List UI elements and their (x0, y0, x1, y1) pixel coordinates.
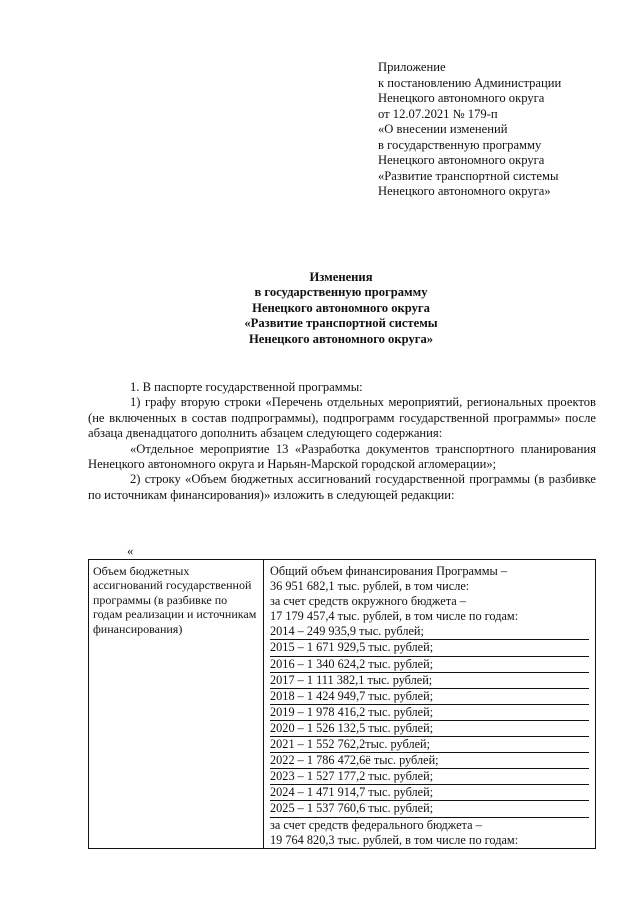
finance-line: 36 951 682,1 тыс. рублей, в том числе: (270, 579, 470, 594)
finance-year-line: 2022 – 1 786 472,6ё тыс. рублей; (270, 753, 589, 769)
appendix-line: «О внесении изменений (378, 122, 508, 136)
appendix-line: в государственную программу (378, 137, 542, 152)
body-text (88, 380, 596, 503)
finance-line: за счет средств федерального бюджета – (270, 817, 482, 832)
finance-year-line: 2018 – 1 424 949,7 тыс. рублей; (270, 689, 589, 705)
title-line: в государственную программу (254, 285, 428, 300)
finance-year-line: 2021 – 1 552 762,2тыс. рублей; (270, 737, 589, 753)
appendix-line: к постановлению Администрации (378, 75, 562, 90)
finance-year-line: 2023 – 1 527 177,2 тыс. рублей; (270, 769, 589, 785)
finance-year-line: 2020 – 1 526 132,5 тыс. рублей; (270, 721, 589, 737)
appendix-line: «Развитие транспортной системы (378, 168, 559, 183)
appendix-line: Ненецкого автономного округа (378, 153, 545, 167)
finance-line: за счет средств окружного бюджета – (270, 594, 466, 609)
open-quote: « (127, 544, 134, 558)
finance-year-line: 2016 – 1 340 624,2 тыс. рублей; (270, 657, 589, 673)
title-line: Изменения (309, 270, 373, 284)
title-line: «Развитие транспортной системы (244, 316, 438, 331)
title-line: Ненецкого автономного округа» (248, 331, 434, 346)
finance-line: 17 179 457,4 тыс. рублей, в том числе по годам: (270, 609, 519, 624)
finance-year-line: 2014 – 249 935,9 тыс. рублей; (270, 624, 589, 640)
finance-year-line: 2024 – 1 471 914,7 тыс. рублей; (270, 785, 589, 801)
paragraph-item-1-1: 1) графу вторую строки «Перечень отдельных мероприятий, региональных проектов (не включенных в состав подпрограммы), подпрограмм государственной программы» после абзаца двенадцатого дополнить абзацем следующего содержания: (88, 395, 596, 441)
appendix-line: Ненецкого автономного округа (378, 91, 545, 105)
finance-year-line: 2025 – 1 537 760,6 тыс. рублей; (270, 801, 589, 817)
finance-table-value-cell (264, 560, 595, 848)
appendix-line: от 12.07.2021 № 179-п (378, 106, 498, 121)
appendix-line: Приложение (378, 60, 446, 74)
finance-year-line: 2019 – 1 978 416,2 тыс. рублей; (270, 705, 589, 721)
finance-line: Общий объем финансирования Программы – (270, 564, 507, 578)
title-line: Ненецкого автономного округа (252, 300, 430, 315)
finance-table-label-cell: Объем бюджетных ассигнований государственной программы (в разбивке по годам реализации и источникам финансирования) (89, 560, 264, 848)
finance-year-line: 2015 – 1 671 929,5 тыс. рублей; (270, 640, 589, 656)
finance-table (88, 559, 596, 849)
finance-line: 19 764 820,3 тыс. рублей, в том числе по годам: (270, 833, 589, 849)
document-title (200, 270, 482, 347)
paragraph-item-1-2: 2) строку «Объем бюджетных ассигнований государственной программы (в разбивке по источникам финансирования)» изложить в следующей редакции: (88, 472, 596, 502)
appendix-line: Ненецкого автономного округа» (378, 184, 551, 198)
paragraph-quote-event-13: «Отдельное мероприятие 13 «Разработка документов транспортного планирования Ненецкого автономного округа и Нарьян-Марской городской агломерации»; (88, 441, 596, 472)
finance-year-line: 2017 – 1 111 382,1 тыс. рублей; (270, 673, 589, 689)
paragraph-item-1: 1. В паспорте государственной программы: (130, 380, 363, 394)
appendix-header (378, 60, 628, 200)
